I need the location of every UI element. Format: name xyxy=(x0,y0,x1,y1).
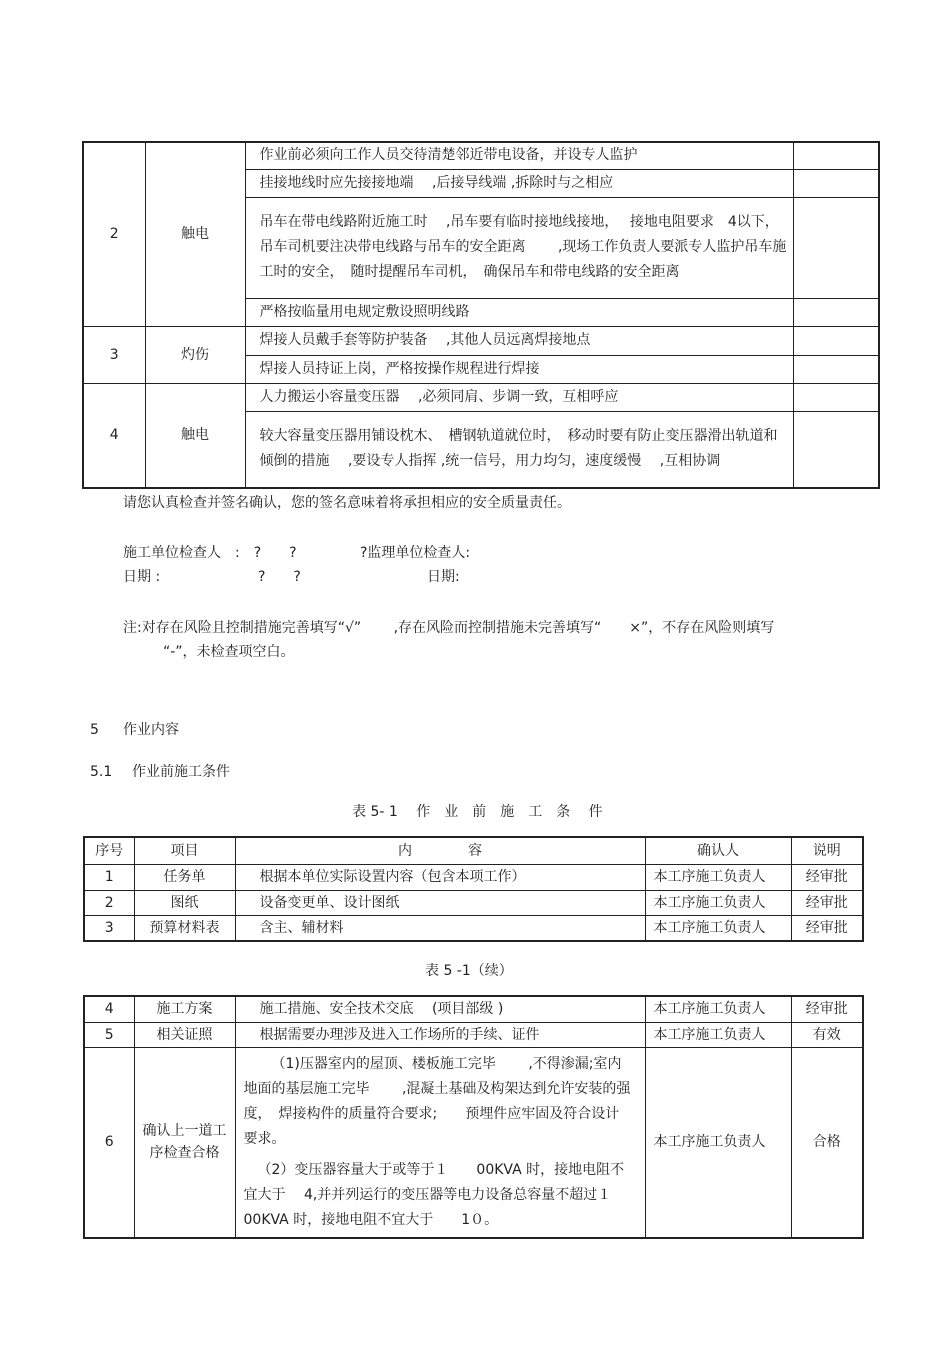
row-note: 经审批 xyxy=(791,890,863,915)
row-item: 图纸 xyxy=(134,890,235,915)
section-title: 作业内容 xyxy=(123,722,179,738)
risk-row-hazard: 触电 xyxy=(145,142,245,326)
header-note: 说明 xyxy=(791,837,863,864)
table-row xyxy=(84,996,863,1022)
risk-row-no: 2 xyxy=(83,142,145,326)
risk-measure: 较大容量变压器用铺设枕木、 槽钢轨道就位时， 移动时要有防止变压器滑出轨道和倾倒的措施 ,要设专人指挥 ,统一信号，用力均匀，速度缓慢 ,互相协调 xyxy=(245,411,793,488)
table-5-1 xyxy=(83,836,864,942)
section-number: 5 xyxy=(90,722,99,738)
check-cell[interactable] xyxy=(793,326,879,355)
row-confirmer: 本工序施工负责人 xyxy=(645,1022,791,1047)
check-cell[interactable] xyxy=(793,411,879,488)
row-no: 3 xyxy=(84,915,134,941)
risk-table xyxy=(82,141,880,489)
row-confirmer: 本工序施工负责人 xyxy=(645,915,791,941)
row-confirmer: 本工序施工负责人 xyxy=(645,1047,791,1238)
row-note: 经审批 xyxy=(791,996,863,1022)
risk-measure: 作业前必须向工作人员交待清楚邻近带电设备，并设专人监护 xyxy=(245,142,793,169)
date-marks: ? ? xyxy=(258,569,301,585)
check-cell[interactable] xyxy=(793,142,879,169)
row-item: 确认上一道工序检查合格 xyxy=(134,1047,235,1238)
row-content: 设备变更单、设计图纸 xyxy=(235,890,645,915)
row-confirmer: 本工序施工负责人 xyxy=(645,864,791,890)
risk-row-no: 4 xyxy=(83,383,145,488)
check-cell[interactable] xyxy=(793,383,879,411)
date-label-right: 日期: xyxy=(427,569,460,585)
header-item: 项目 xyxy=(134,837,235,864)
row-no: 5 xyxy=(84,1022,134,1047)
row-content: 含主、辅材料 xyxy=(235,915,645,941)
constructor-inspector-label: 施工单位检查人 : ? ? xyxy=(123,545,297,561)
row-content: 根据本单位实际设置内容（包含本项工作） xyxy=(235,864,645,890)
risk-row-hazard: 触电 xyxy=(145,383,245,488)
row-item: 相关证照 xyxy=(134,1022,235,1047)
risk-row-hazard: 灼伤 xyxy=(145,326,245,383)
check-cell[interactable] xyxy=(793,169,879,197)
table-caption: 表 5- 1 作 业 前 施 工 条 件 xyxy=(352,804,603,820)
row-note: 经审批 xyxy=(791,864,863,890)
content-paragraph-2: （2）变压器容量大于或等于１ 00KVA 时，接地电阻不宜大于 4,并并列运行的变压器等电力设备总容量不超过１ 00KVA 时，接地电阻不宜大于 1０。 xyxy=(243,1161,625,1228)
header-confirmer: 确认人 xyxy=(645,837,791,864)
note-line-2: “-”，未检查项空白。 xyxy=(163,644,295,660)
risk-measure: 严格按临量用电规定敷设照明线路 xyxy=(245,298,793,326)
table-row xyxy=(84,864,863,890)
row-item: 施工方案 xyxy=(134,996,235,1022)
row-no: 6 xyxy=(84,1047,134,1238)
row-no: 1 xyxy=(84,864,134,890)
note-line-1: 注:对存在风险且控制措施完善填写“√” ,存在风险而控制措施未完善填写“ ×”，不存在风险则填写 xyxy=(123,620,775,636)
continued-caption: 表 5 -1（续） xyxy=(425,963,513,979)
row-note: 合格 xyxy=(791,1047,863,1238)
table-row xyxy=(84,1047,863,1238)
header-no: 序号 xyxy=(84,837,134,864)
check-cell[interactable] xyxy=(793,197,879,298)
risk-row-no: 3 xyxy=(83,326,145,383)
table-5-1-continued xyxy=(83,995,864,1239)
row-note: 有效 xyxy=(791,1022,863,1047)
supervisor-inspector-label: ?监理单位检查人: xyxy=(360,545,471,561)
row-content: 根据需要办理涉及进入工作场所的手续、证件 xyxy=(235,1022,645,1047)
row-note: 经审批 xyxy=(791,915,863,941)
row-item: 任务单 xyxy=(134,864,235,890)
row-no: 4 xyxy=(84,996,134,1022)
risk-measure: 人力搬运小容量变压器 ,必须同肩、步调一致，互相呼应 xyxy=(245,383,793,411)
row-confirmer: 本工序施工负责人 xyxy=(645,996,791,1022)
row-item: 预算材料表 xyxy=(134,915,235,941)
row-confirmer: 本工序施工负责人 xyxy=(645,890,791,915)
header-content: 内 容 xyxy=(235,837,645,864)
table-row xyxy=(84,1022,863,1047)
risk-measure: 焊接人员戴手套等防护装备 ,其他人员远离焊接地点 xyxy=(245,326,793,355)
subsection-number: 5.1 xyxy=(90,764,113,780)
row-no: 2 xyxy=(84,890,134,915)
check-cell[interactable] xyxy=(793,298,879,326)
date-label-left: 日期 : xyxy=(123,569,161,585)
row-content: 施工措施、安全技术交底 (项目部级 ) xyxy=(235,996,645,1022)
signature-notice: 请您认真检查并签名确认，您的签名意味着将承担相应的安全质量责任。 xyxy=(123,495,571,511)
risk-measure: 吊车在带电线路附近施工时 ,吊车要有临时接地线接地， 接地电阻要求 4以下，吊车司机要注决带电线路与吊车的安全距离 ,现场工作负责人要派专人监护吊车施工时的安全， 随时提醒吊车司机， 确保吊车和带电线路的安全距离 xyxy=(245,197,793,298)
risk-measure: 焊接人员持证上岗，严格按操作规程进行焊接 xyxy=(245,355,793,383)
table-row xyxy=(84,915,863,941)
check-cell[interactable] xyxy=(793,355,879,383)
risk-measure: 挂接地线时应先接接地端 ,后接导线端 ,拆除时与之相应 xyxy=(245,169,793,197)
row-content xyxy=(235,1047,645,1238)
content-paragraph-1: （1)压器室内的屋顶、楼板施工完毕 ,不得渗漏;室内地面的基层施工完毕 ,混凝土基础及构架达到允许安装的强度， 焊接构件的质量符合要求; 预埋件应牢固及符合设计要求。 xyxy=(243,1055,631,1147)
subsection-title: 作业前施工条件 xyxy=(132,764,230,780)
table-row xyxy=(84,890,863,915)
